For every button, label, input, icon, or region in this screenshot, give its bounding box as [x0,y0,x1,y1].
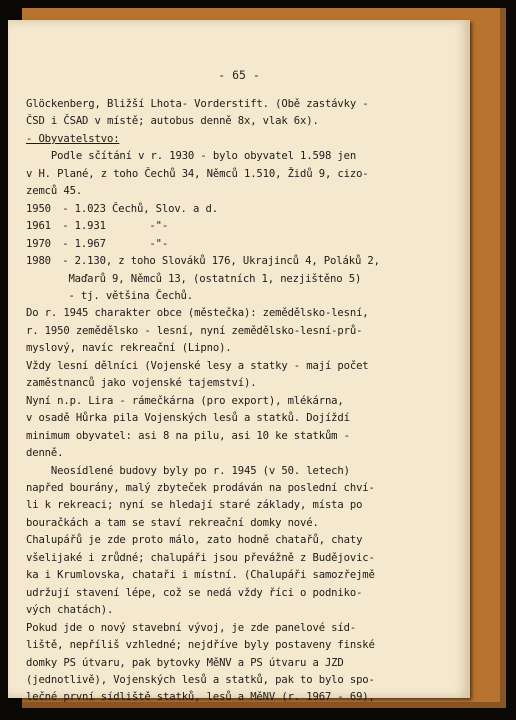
text-line: liště, nepříliš vzhledné; nejdříve byly postaveny finské [26,639,375,652]
text-line: Do r. 1945 charakter obce (městečka): zemědělsko-lesní, [26,307,369,320]
population-year: 1950 [26,202,51,215]
population-table [26,201,466,306]
population-value: - 1.967 -"- [56,237,169,250]
population-value: - 1.023 Čechů, Slov. a d. [56,202,218,215]
population-year: 1980 [26,255,51,268]
population-value: - 1.931 -"- [56,220,169,233]
text-line: zemců 45. [26,185,83,198]
text-line: Pokud jde o nový stavební vývoj, je zde panelové síd- [26,621,357,634]
population-row [26,236,466,253]
text-line: všelijaké i zrůdné; chalupáři jsou převážně z Budějovic- [26,551,375,564]
text-block-before-table [26,96,466,201]
population-row [26,201,466,218]
population-year: 1970 [26,237,51,250]
text-line: Nyní n.p. Lira - rámečkárna (pro export), mlékárna, [26,394,344,407]
document-page [8,20,470,704]
text-line: Vždy lesní dělníci (Vojenské lesy a statky - mají počet [26,359,369,372]
text-line: napřed bourány, malý zbyteček prodáván na poslední chví- [26,481,375,494]
text-block-after-table [26,305,466,706]
text-line: v H. Plané, z toho Čechů 34, Němců 1.510, Židů 9, cizo- [26,167,369,180]
text-line: denně. [26,447,64,460]
page-number: - 65 - [218,68,260,82]
text-line: myslový, navíc rekreační (Lipno). [26,342,232,355]
population-row [26,218,466,235]
text-line: Neosídlené budovy byly po r. 1945 (v 50. letech) [26,464,350,477]
population-value: - 2.130, z toho Slováků 176, Ukrajinců 4, Poláků 2, [56,255,380,268]
section-heading: - Obyvatelstvo: [26,132,120,145]
text-line: Podle sčítání v r. 1930 - bylo obyvatel 1.598 jen [26,150,357,163]
text-line: lečné první sídliště statků, lesů a MěNV (r. 1967 - 69), [26,691,375,704]
text-line: v osadě Hůrka pila Vojenských lesů a statků. Dojíždí [26,412,350,425]
population-row [26,253,466,270]
text-line: ka i Krumlovska, chataři i místní. (Chalupáři samozřejmě [26,569,375,582]
text-line: Chalupářů je zde proto málo, zato hodně chatařů, chaty [26,534,363,547]
text-line: vých chatách). [26,604,114,617]
population-continuation: - tj. většina Čechů. [56,289,194,302]
page-body-text [26,96,466,707]
text-line: domky PS útvaru, pak bytovky MěNV a PS útvaru a JZD [26,656,344,669]
text-line: li k rekreaci; nyní se hledají staré základy, místa po [26,499,363,512]
text-line: zaměstnanců jako vojenské tajemství). [26,377,257,390]
population-continuation: Maďarů 9, Němců 13, (ostatních 1, nezjištěno 5) [56,272,362,285]
text-line: bouračkách a tam se staví rekreační domky nové. [26,516,319,529]
text-line: (jednotlivě), Vojenských lesů a statků, pak to bylo spo- [26,673,375,686]
population-year: 1961 [26,220,51,233]
text-line: udržují stavení lépe, což se nedá vždy říci o podniko- [26,586,363,599]
text-line: ČSD i ČSAD v místě; autobus denně 8x, vlak 6x). [26,115,319,128]
text-line: Glöckenberg, Bližší Lhota- Vorderstift. (Obě zastávky - [26,98,369,110]
text-line: minimum obyvatel: asi 8 na pilu, asi 10 ke statkům - [26,429,350,442]
text-line: r. 1950 zemědělsko - lesní, nyní zemědělsko-lesní-prů- [26,324,363,337]
